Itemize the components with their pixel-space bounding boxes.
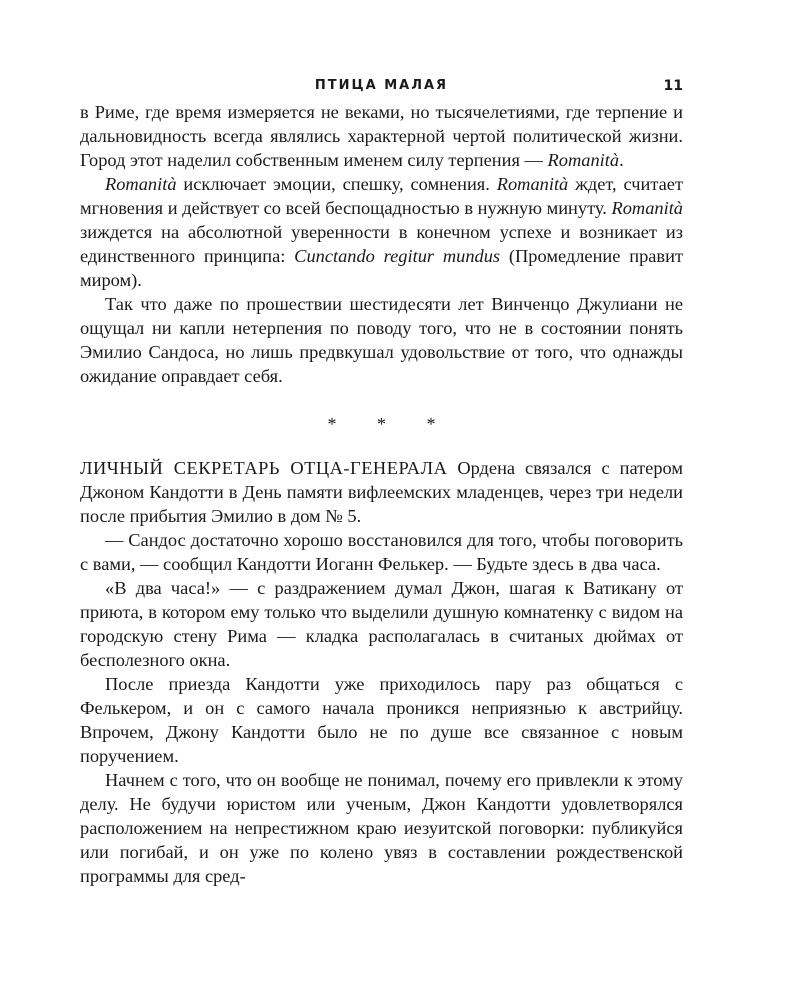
paragraph: ЛИЧНЫЙ СЕКРЕТАРЬ ОТЦА-ГЕНЕРАЛА Ордена связался с патером Джоном Кандотти в День памяти вифлеемских младенцев, через три недели после прибытия Эмилио в дом № 5. [80, 458, 684, 526]
paragraph: — Сандос достаточно хорошо восстановился для того, чтобы поговорить с вами, — сообщил Кандотти Иоганн Фелькер. — Будьте здесь в два часа. [80, 530, 683, 574]
chapter-lead-caps: ЛИЧНЫЙ СЕКРЕТАРЬ ОТЦА-ГЕНЕРАЛА [80, 458, 448, 478]
paragraph: Начнем с того, что он вообще не понимал, почему его привлекли к этому делу. Не будучи юристом или ученым, Джон Кандотти удовлетворялся расположением на непрестижном краю иезуитской поговорки: публикуйся или погибай, и он уже по колено увяз в составлении рождественской программы для сред- [80, 770, 683, 886]
paragraph: Romanità исключает эмоции, спешку, сомнения. Romanità ждет, считает мгновения и действует со всей беспощадностью в нужную минуту. Romanità зиждется на абсолютной уверенности в конечном успехе и возникает из единственного принципа: Cunctando regitur mundus (Промедление правит миром). [80, 174, 683, 290]
page-number: 11 [663, 78, 683, 94]
paragraph: После приезда Кандотти уже приходилось пару раз общаться с Фелькером, и он с самого начала проникся неприязнью к австрийцу. Впрочем, Джону Кандотти было не по душе все связанное с новым поручением. [80, 674, 683, 766]
section-separator: * * * [327, 414, 454, 434]
running-title: ПТИЦА МАЛАЯ [314, 78, 449, 93]
running-head [80, 70, 683, 100]
paragraph: Так что даже по прошествии шестидесяти лет Винченцо Джулиани не ощущал ни капли нетерпения по поводу того, что не в состоянии понять Эмилио Сандоса, но лишь предвкушал удовольствие от того, что однажды ожидание оправдает себя. [80, 294, 683, 386]
body-text-section-1 [80, 100, 683, 388]
book-page [80, 70, 683, 888]
paragraph: в Риме, где время измеряется не веками, но тысячелетиями, где терпение и дальновидность всегда являлись характерной чертой политической жизни. Город этот наделил собственным именем силу терпения — Romanità. [80, 102, 683, 170]
body-text-section-2 [80, 456, 683, 888]
paragraph: «В два часа!» — с раздражением думал Джон, шагая к Ватикану от приюта, в котором ему только что выделили душную комнатенку с видом на городскую стену Рима — кладка располагалась в считаных дюймах от бесполезного окна. [80, 578, 683, 670]
